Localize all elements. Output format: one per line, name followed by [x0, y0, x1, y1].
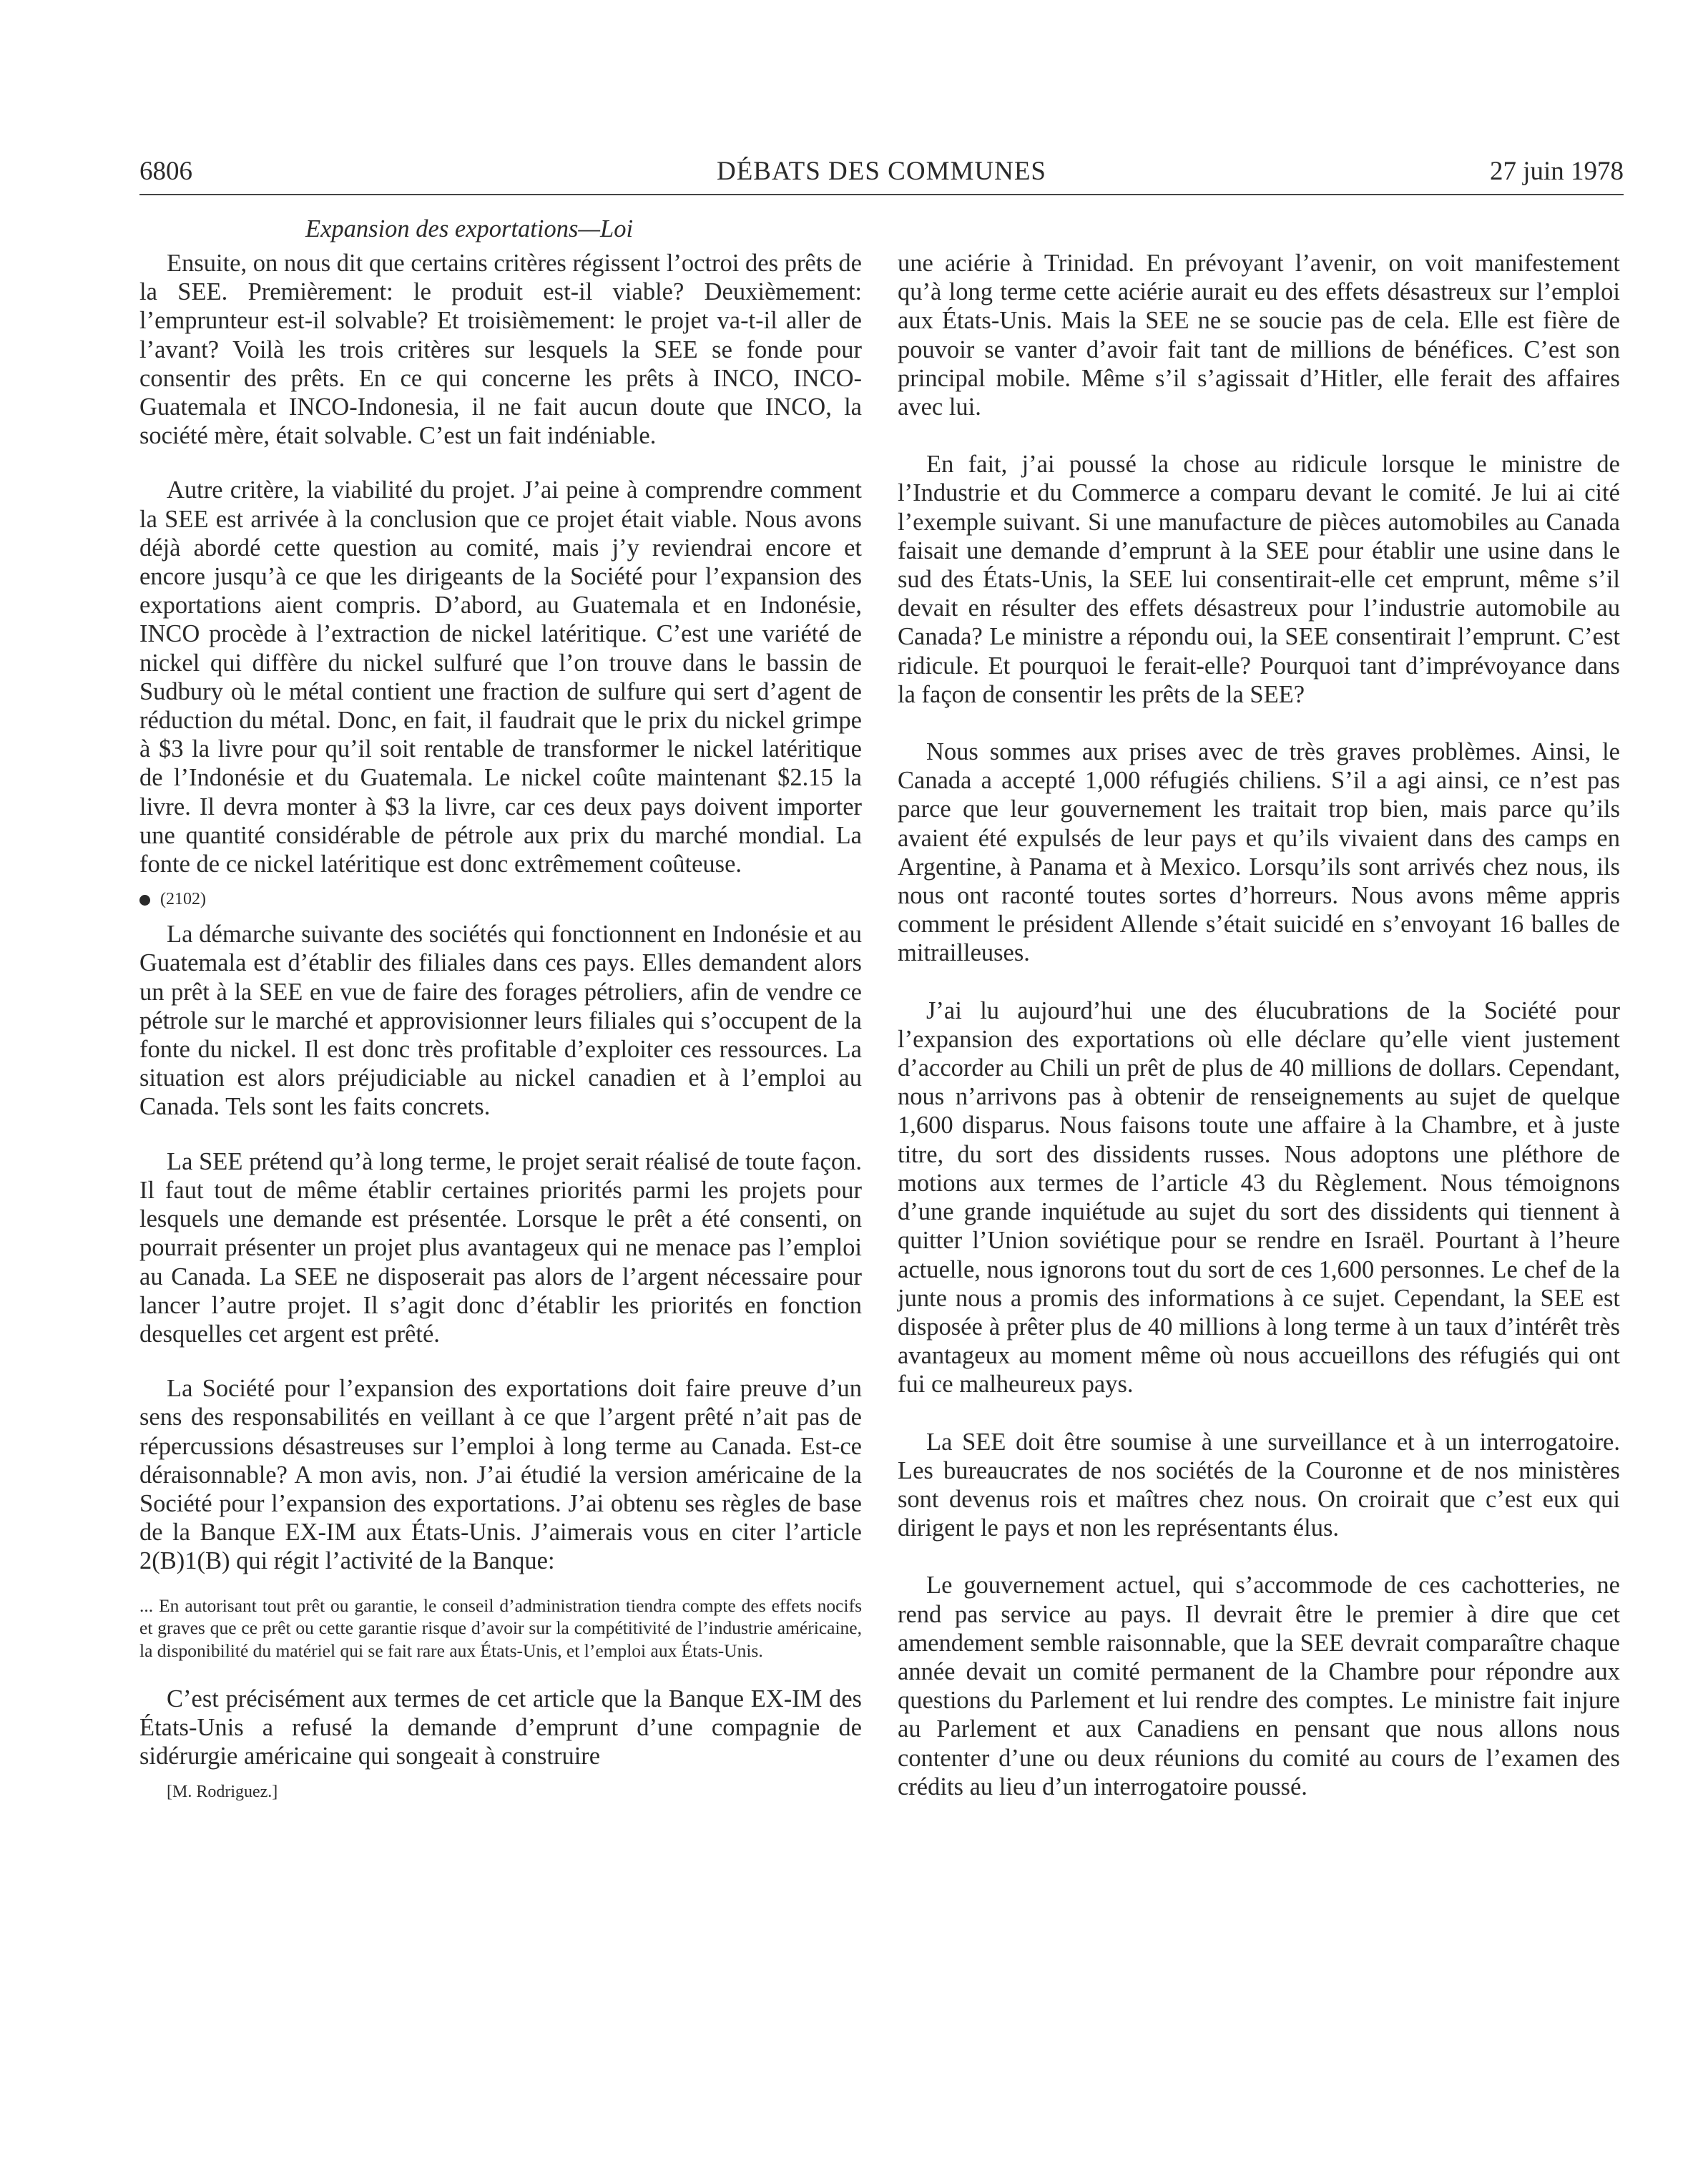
- bullet-icon: [139, 895, 150, 906]
- time-marker-text: (2102): [160, 890, 206, 909]
- speaker-attribution: [M. Rodriguez.]: [167, 1782, 278, 1801]
- block-quote: ... En autorisant tout prêt ou garantie, le conseil d’administration tiendra compte des effets nocifs et graves que ce prêt ou cette garantie risque d’avoir sur la compétitivité de l’industrie américaine, la disponibilité du matériel qui se fait rare aux États-Unis, et l’emploi aux États-Unis.: [139, 1594, 862, 1661]
- paragraph: La Société pour l’expansion des exportations doit faire preuve d’un sens des responsabilités en veillant à ce que l’argent prêté n’ait pas de répercussions désastreuses sur l’emploi à long terme au Canada. Est-ce déraisonnable? A mon avis, non. J’ai étudié la version américaine de la Société pour l’expansion des exportations. J’ai obtenu ses règles de base de la Banque EX-IM aux États-Unis. J’aimerais vous en citer l’article 2(B)1(B) qui régit l’activité de la Banque:: [139, 1375, 862, 1575]
- page-header: [139, 154, 1624, 195]
- left-column: [139, 215, 862, 1803]
- page-date: 27 juin 1978: [1489, 157, 1624, 186]
- paragraph: La SEE prétend qu’à long terme, le projet serait réalisé de toute façon. Il faut tout de même établir certaines priorités parmi les projets pour lesquels une demande est présentée. Lorsque le prêt a été consenti, on pourrait présenter un projet plus avantageux qui ne menace pas l’emploi au Canada. La SEE ne disposerait pas alors de l’argent nécessaire pour lancer l’autre projet. Il s’agit donc d’établir les priorités en fonction desquelles cet argent est prêté.: [139, 1147, 862, 1348]
- publication-title: DÉBATS DES COMMUNES: [716, 157, 1046, 186]
- paragraph: C’est précisément aux termes de cet article que la Banque EX-IM des États-Unis a refusé la demande d’emprunt d’une compagnie de sidérurgie américaine qui songeait à construire: [139, 1685, 862, 1770]
- section-subtitle: Expansion des exportations—Loi: [305, 215, 634, 242]
- paragraph: Nous sommes aux prises avec de très graves problèmes. Ainsi, le Canada a accepté 1,000 réfugiés chiliens. S’il a agi ainsi, ce n’est pas parce que leur gouvernement les traitait trop bien, mais parce qu’ils avaient été expulsés de leur pays et qu’ils vivaient dans des camps en Argentine, à Panama et à Mexico. Lorsqu’ils sont arrivés chez nous, ils nous ont raconté toutes sortes d’horreurs. Nous avons même appris comment le président Allende s’était suicidé en s’envoyant 16 balles de mitrailleuses.: [898, 738, 1620, 967]
- paragraph: une aciérie à Trinidad. En prévoyant l’avenir, on voit manifestement qu’à long terme cette aciérie aurait eu des effets désastreux sur l’emploi aux États-Unis. Mais la SEE ne se soucie pas de cela. Elle est fière de pouvoir se vanter d’avoir fait tant de millions de bénéfices. C’est son principal mobile. Même s’il s’agissait d’Hitler, elle ferait des affaires avec lui.: [898, 250, 1620, 421]
- paragraph: Ensuite, on nous dit que certains critères régissent l’octroi des prêts de la SEE. Premièrement: le produit est-il viable? Deuxièmement: l’emprunteur est-il solvable? Et troisièmement: le projet va-t-il aller de l’avant? Voilà les trois critères sur lesquels la SEE se fonde pour consentir des prêts. En ce qui concerne les prêts à INCO, INCO-Guatemala et INCO-Indonesia, il ne fait aucun doute que INCO, la société mère, était solvable. C’est un fait indéniable.: [139, 250, 862, 450]
- right-column: [898, 249, 1620, 1830]
- paragraph: Autre critère, la viabilité du projet. J’ai peine à comprendre comment la SEE est arrivée à la conclusion que ce projet était viable. Nous avons déjà abordé cette question au comité, mais j’y reviendrai encore et encore jusqu’à ce que les dirigeants de la Société pour l’expansion des exportations aient compris. D’abord, au Guatemala et en Indonésie, INCO procède à l’extraction de nickel latéritique. C’est une variété de nickel qui diffère du nickel sulfuré que l’on trouve dans le bassin de Sudbury où le métal contient une fraction de sulfure qui sert d’agent de réduction du métal. Donc, en fait, il faudrait que le prix du nickel grimpe à $3 la livre pour qu’il soit rentable de transformer le nickel latéritique de l’Indonésie et du Guatemala. Le nickel coûte maintenant $2.15 la livre. Il devra monter à $3 la livre, car ces deux pays doivent importer une quantité considérable de pétrole aux prix du marché mondial. La fonte de ce nickel latéritique est donc extrêmement coûteuse.: [139, 476, 862, 878]
- paragraph: La SEE doit être soumise à une surveillance et à un interrogatoire. Les bureaucrates de nos sociétés de la Couronne et de nos ministères sont devenus rois et maîtres chez nous. On croirait que c’est eux qui dirigent le pays et non les représentants élus.: [898, 1428, 1620, 1542]
- paragraph: En fait, j’ai poussé la chose au ridicule lorsque le ministre de l’Industrie et du Commerce a comparu devant le comité. Je lui ai cité l’exemple suivant. Si une manufacture de pièces automobiles au Canada faisait une demande d’emprunt à la SEE pour établir une usine dans le sud des États-Unis, la SEE lui consentirait-elle cet emprunt, même s’il devait en résulter des effets désastreux pour l’industrie automobile au Canada? Le ministre a répondu oui, la SEE consentirait l’emprunt. C’est ridicule. Et pourquoi le ferait-elle? Pourquoi tant d’imprévoyance dans la façon de consentir les prêts de la SEE?: [898, 451, 1620, 708]
- paragraph: La démarche suivante des sociétés qui fonctionnent en Indonésie et au Guatemala est d’établir des filiales dans ces pays. Elles demandent alors un prêt à la SEE en vue de faire des forages pétroliers, afin de vendre ce pétrole sur le marché et approvisionner leurs filiales qui s’occupent de la fonte du nickel. Il est donc très profitable d’exploiter ces ressources. La situation est alors préjudiciable au nickel canadien et à l’emploi au Canada. Tels sont les faits concrets.: [139, 921, 862, 1121]
- paragraph: Le gouvernement actuel, qui s’accommode de ces cachotteries, ne rend pas service au pays. Il devrait être le premier à dire que cet amendement semble raisonnable, que la SEE devrait comparaître chaque année devait un comité permanent de la Chambre pour répondre aux questions du Parlement et lui rendre des comptes. Le ministre fait injure au Parlement et aux Canadiens en pensant que nous allons nous contenter d’une ou deux réunions du comité au cours de l’examen des crédits au lieu d’un interrogatoire poussé.: [898, 1572, 1620, 1800]
- paragraph: J’ai lu aujourd’hui une des élucubrations de la Société pour l’expansion des exportations où elle déclare qu’elle vient justement d’accorder au Chili un prêt de plus de 40 millions de dollars. Cependant, nous n’arrivons pas à obtenir de renseignements au sujet de quelque 1,600 disparus. Nous faisons toute une affaire à la Chambre, et à juste titre, du sort des dissidents russes. Nous adoptons une pléthore de motions aux termes de l’article 43 du Règlement. Nous témoignons d’une grande inquiétude au sujet du sort des dissidents qui tiennent à quitter l’Union soviétique pour se rendre en Israël. Pourtant à l’heure actuelle, nous ignorons tout du sort de ces 1,600 personnes. Le chef de la junte nous a promis des informations à ce sujet. Cependant, la SEE est disposée à prêter plus de 40 millions à long terme à un taux d’intérêt très avantageux au moment même où nous accueillons des réfugiés qui ont fui ce malheureux pays.: [898, 996, 1620, 1398]
- time-marker: [139, 888, 862, 910]
- page-number: 6806: [139, 157, 192, 186]
